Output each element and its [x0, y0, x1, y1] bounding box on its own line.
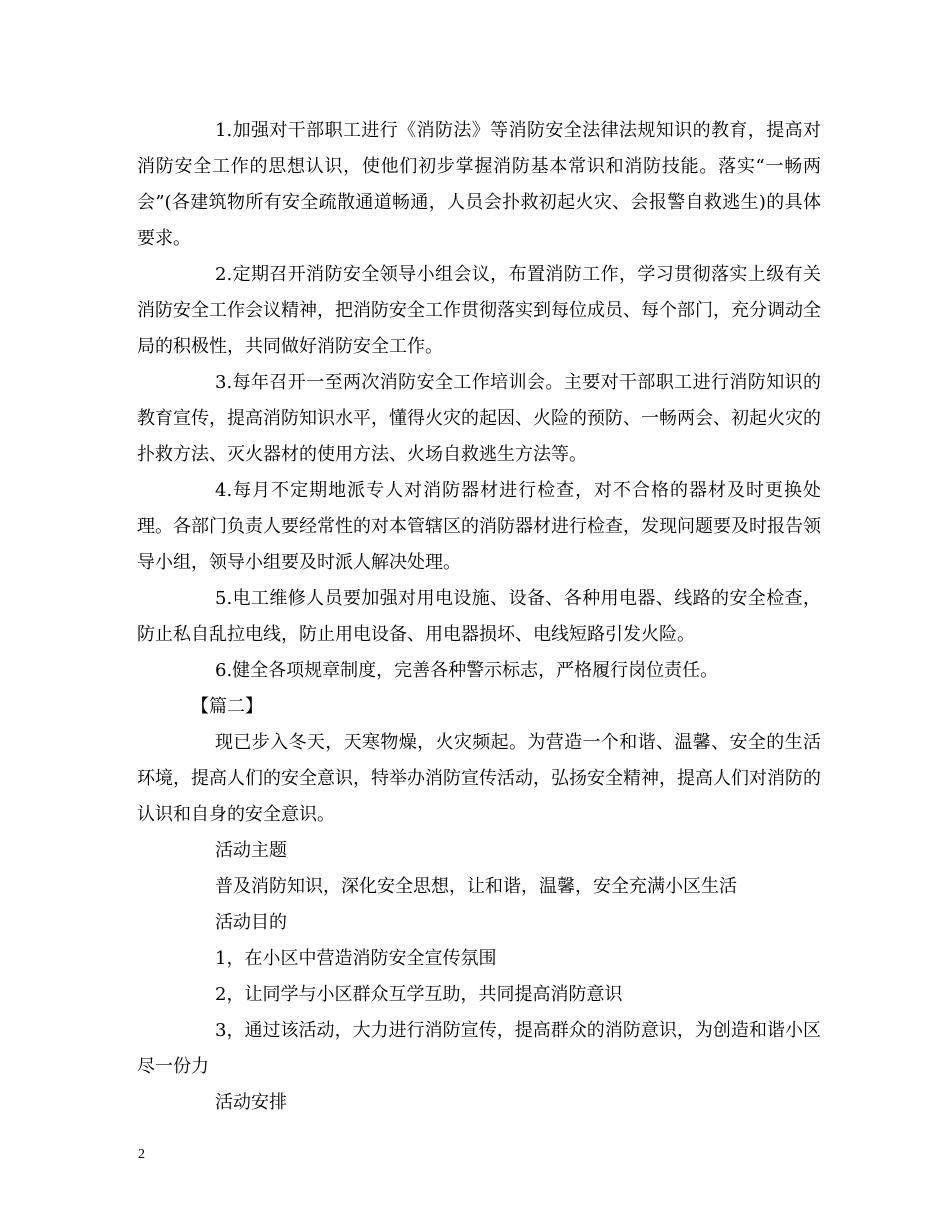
goal-item-2: 2，让同学与小区群众互学互助，共同提高消防意识	[215, 984, 623, 1005]
activity-goal-heading: 活动目的	[215, 912, 287, 933]
goal-item-3: 3，通过该活动，大力进行消防宣传，提高群众的消防意识，为创造和谐小区尽一份力	[137, 1020, 821, 1077]
page-number: 2	[138, 1147, 145, 1162]
section-heading: 【篇二】	[191, 696, 263, 717]
paragraph-item-4: 4.每月不定期地派专人对消防器材进行检查，对不合格的器材及时更换处理。各部门负责人要经常性的对本管辖区的消防器材进行检查，发现问题要及时报告领导小组，领导小组要及时派人解决处理。	[137, 480, 821, 573]
paragraph-item-1: 1.加强对干部职工进行《消防法》等消防安全法律法规知识的教育，提高对消防安全工作的思想认识，使他们初步掌握消防基本常识和消防技能。落实“一畅两会”(各建筑物所有安全疏散通道畅通，人员会扑救初起火灾、会报警自救逃生)的具体要求。	[137, 120, 821, 249]
document-body	[137, 113, 821, 1121]
paragraph-item-5: 5.电工维修人员要加强对用电设施、设备、各种用电器、线路的安全检查，防止私自乱拉电线，防止用电设备、用电器损坏、电线短路引发火险。	[137, 588, 821, 645]
paragraph-item-3: 3.每年召开一至两次消防安全工作培训会。主要对干部职工进行消防知识的教育宣传，提高消防知识水平，懂得火灾的起因、火险的预防、一畅两会、初起火灾的扑救方法、灭火器材的使用方法、火场自救逃生方法等。	[137, 372, 821, 465]
paragraph-item-6: 6.健全各项规章制度，完善各种警示标志，严格履行岗位责任。	[215, 660, 719, 681]
intro-paragraph: 现已步入冬天，天寒物燥，火灾频起。为营造一个和谐、温馨、安全的生活环境，提高人们的安全意识，特举办消防宣传活动，弘扬安全精神，提高人们对消防的认识和自身的安全意识。	[137, 732, 821, 825]
activity-theme-heading: 活动主题	[215, 840, 287, 861]
activity-plan-heading: 活动安排	[215, 1092, 287, 1113]
activity-theme-text: 普及消防知识，深化安全思想，让和谐，温馨，安全充满小区生活	[215, 876, 737, 897]
paragraph-item-2: 2.定期召开消防安全领导小组会议，布置消防工作，学习贯彻落实上级有关消防安全工作会议精神，把消防安全工作贯彻落实到每位成员、每个部门，充分调动全局的积极性，共同做好消防安全工作。	[137, 264, 821, 357]
goal-item-1: 1，在小区中营造消防安全宣传氛围	[215, 948, 497, 969]
